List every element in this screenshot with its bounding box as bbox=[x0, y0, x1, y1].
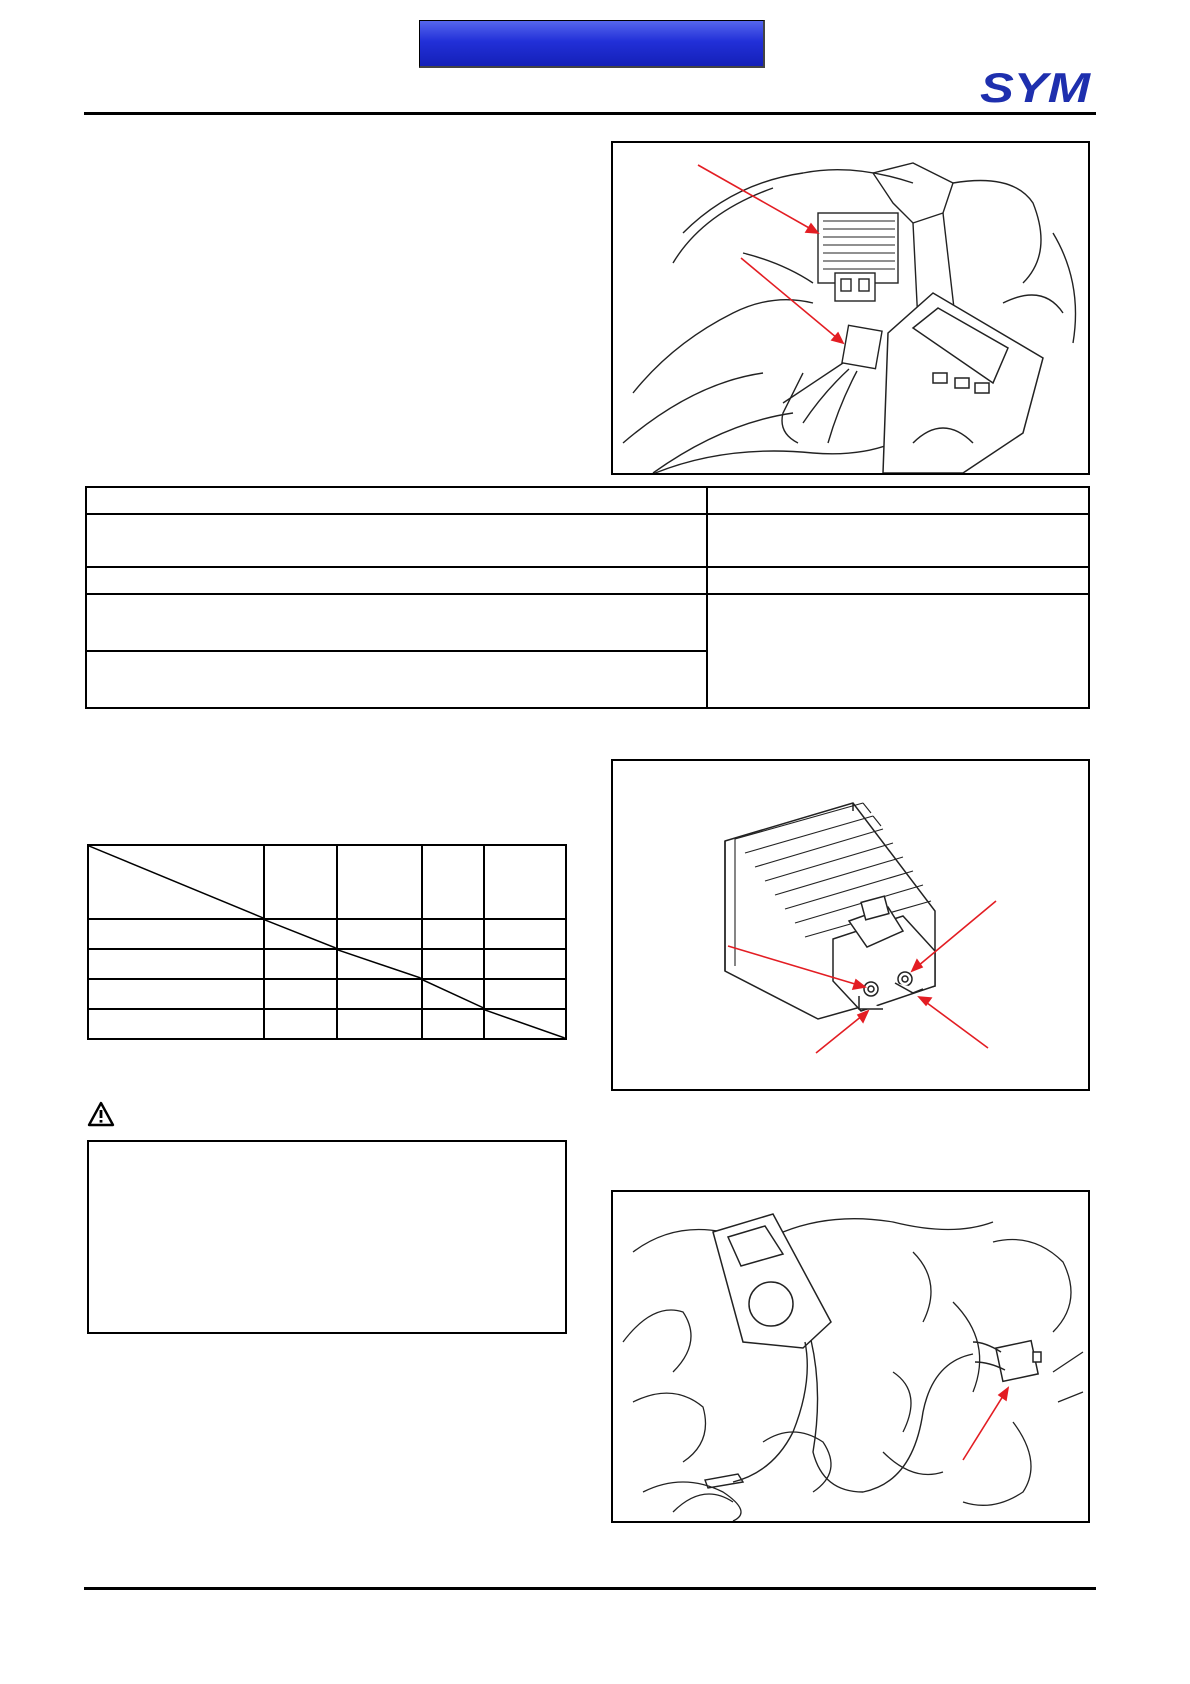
resistance-header-cell bbox=[422, 845, 485, 919]
diagonal-line bbox=[485, 1010, 565, 1038]
table-row bbox=[88, 919, 566, 949]
table-row bbox=[86, 567, 1089, 594]
resistance-table bbox=[87, 844, 567, 1040]
section-tab bbox=[419, 20, 765, 68]
table-row bbox=[86, 594, 1089, 651]
resistance-cell bbox=[484, 949, 566, 979]
spec-value bbox=[707, 567, 1089, 594]
diagonal-line bbox=[89, 846, 263, 918]
table-row bbox=[86, 487, 1089, 514]
table-row bbox=[88, 949, 566, 979]
spec-item bbox=[86, 567, 707, 594]
resistance-cell bbox=[422, 1009, 485, 1039]
table-row bbox=[88, 1009, 566, 1039]
regulator-location-drawing bbox=[613, 143, 1088, 473]
resistance-cell bbox=[88, 1009, 264, 1039]
header-rule bbox=[84, 112, 1096, 115]
spec-item bbox=[86, 651, 707, 708]
resistance-header-cell bbox=[337, 845, 422, 919]
diagonal-line bbox=[338, 950, 421, 978]
resistance-cell bbox=[88, 919, 264, 949]
resistance-cell bbox=[88, 979, 264, 1009]
spec-table bbox=[85, 486, 1090, 709]
warning-triangle-icon bbox=[87, 1101, 115, 1127]
figure-harness-check bbox=[611, 1190, 1090, 1523]
regulator-terminals-drawing bbox=[613, 761, 1088, 1089]
resistance-header-cell bbox=[264, 845, 337, 919]
resistance-cell bbox=[422, 919, 485, 949]
figure-regulator-location bbox=[611, 141, 1090, 475]
resistance-cell bbox=[484, 919, 566, 949]
resistance-cell bbox=[264, 979, 337, 1009]
spec-item bbox=[86, 514, 707, 567]
footer-rule bbox=[84, 1587, 1096, 1590]
resistance-header-cell bbox=[484, 845, 566, 919]
resistance-diagonal-cell bbox=[264, 919, 337, 949]
spec-item bbox=[86, 594, 707, 651]
resistance-diagonal-cell bbox=[484, 1009, 566, 1039]
spec-value bbox=[707, 514, 1089, 567]
resistance-cell bbox=[422, 949, 485, 979]
table-row bbox=[88, 979, 566, 1009]
resistance-cell bbox=[337, 919, 422, 949]
resistance-diagonal-cell bbox=[337, 949, 422, 979]
resistance-cell bbox=[264, 1009, 337, 1039]
resistance-corner-cell bbox=[88, 845, 264, 919]
table-row bbox=[88, 845, 566, 919]
spec-item bbox=[86, 487, 707, 514]
table-row bbox=[86, 514, 1089, 567]
resistance-cell bbox=[484, 979, 566, 1009]
resistance-diagonal-cell bbox=[422, 979, 485, 1009]
diagonal-line bbox=[423, 980, 484, 1008]
resistance-cell bbox=[337, 1009, 422, 1039]
figure-regulator-terminals bbox=[611, 759, 1090, 1091]
spec-value bbox=[707, 594, 1089, 708]
sym-logo bbox=[976, 64, 1096, 108]
svg-text:SYM: SYM bbox=[980, 64, 1092, 108]
caution-box bbox=[87, 1140, 567, 1334]
resistance-cell bbox=[88, 949, 264, 979]
resistance-cell bbox=[337, 979, 422, 1009]
resistance-cell bbox=[264, 949, 337, 979]
spec-value bbox=[707, 487, 1089, 514]
harness-check-drawing bbox=[613, 1192, 1088, 1521]
diagonal-line bbox=[265, 920, 336, 948]
